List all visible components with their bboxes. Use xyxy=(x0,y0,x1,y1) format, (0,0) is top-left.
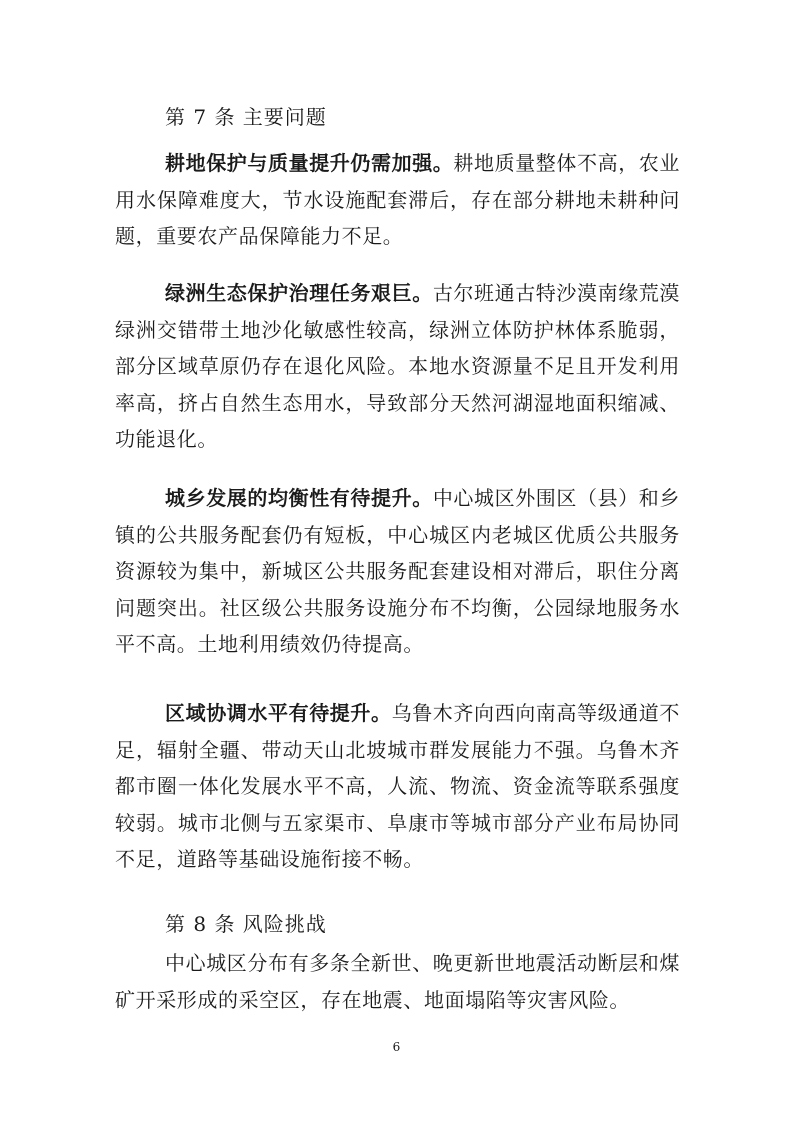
paragraph-body-farmland: 耕地质量整体不高，农业用水保障难度大，节水设施配套滞后，存在部分耕地未耕种问题，重要农产品保障能力不足。 xyxy=(115,151,681,249)
paragraph-farmland xyxy=(115,145,680,255)
paragraph-body-regional-coordination: 乌鲁木齐向西向南高等级通道不足，辐射全疆、带动天山北坡城市群发展能力不强。乌鲁木齐都市圈一体化发展水平不高，人流、物流、资金流等联系强度较弱。城市北侧与五家渠市、阜康市等城市部分产业布局协同不足，道路等基础设施衔接不畅。 xyxy=(115,701,681,872)
paragraph-risk: 中心城区分布有多条全新世、晚更新世地震活动断层和煤矿开采形成的采空区，存在地震、地面塌陷等灾害风险。 xyxy=(115,951,680,1012)
paragraph-lead-oasis-ecology: 绿洲生态保护治理任务艰巨。 xyxy=(165,281,433,305)
article-8-heading: 第 8 条 风险挑战 xyxy=(165,912,327,936)
paragraph-body-urban-rural: 中心城区外围区（县）和乡镇的公共服务配套仍有短板，中心城区内老城区优质公共服务资源较为集中，新城区公共服务配套建设相对滞后，职住分离问题突出。社区级公共服务设施分布不均衡，公园绿地服务水平不高。土地利用绩效仍待提高。 xyxy=(115,486,681,657)
page-number: 6 xyxy=(392,1040,401,1054)
paragraph-lead-urban-rural: 城乡发展的均衡性有待提升。 xyxy=(165,486,433,510)
paragraph-urban-rural xyxy=(115,480,680,663)
paragraph-lead-farmland: 耕地保护与质量提升仍需加强。 xyxy=(165,151,454,175)
paragraph-body-oasis-ecology: 古尔班通古特沙漠南缘荒漠绿洲交错带土地沙化敏感性较高，绿洲立体防护林体系脆弱，部分区域草原仍存在退化风险。本地水资源量不足且开发利用率高，挤占自然生态用水，导致部分天然河湖湿地面积缩减、功能退化。 xyxy=(115,281,681,452)
paragraph-oasis-ecology xyxy=(115,275,680,458)
article-7-heading: 第 7 条 主要问题 xyxy=(165,105,327,129)
paragraph-regional-coordination xyxy=(115,695,680,878)
paragraph-lead-regional-coordination: 区域协调水平有待提升。 xyxy=(165,701,392,725)
